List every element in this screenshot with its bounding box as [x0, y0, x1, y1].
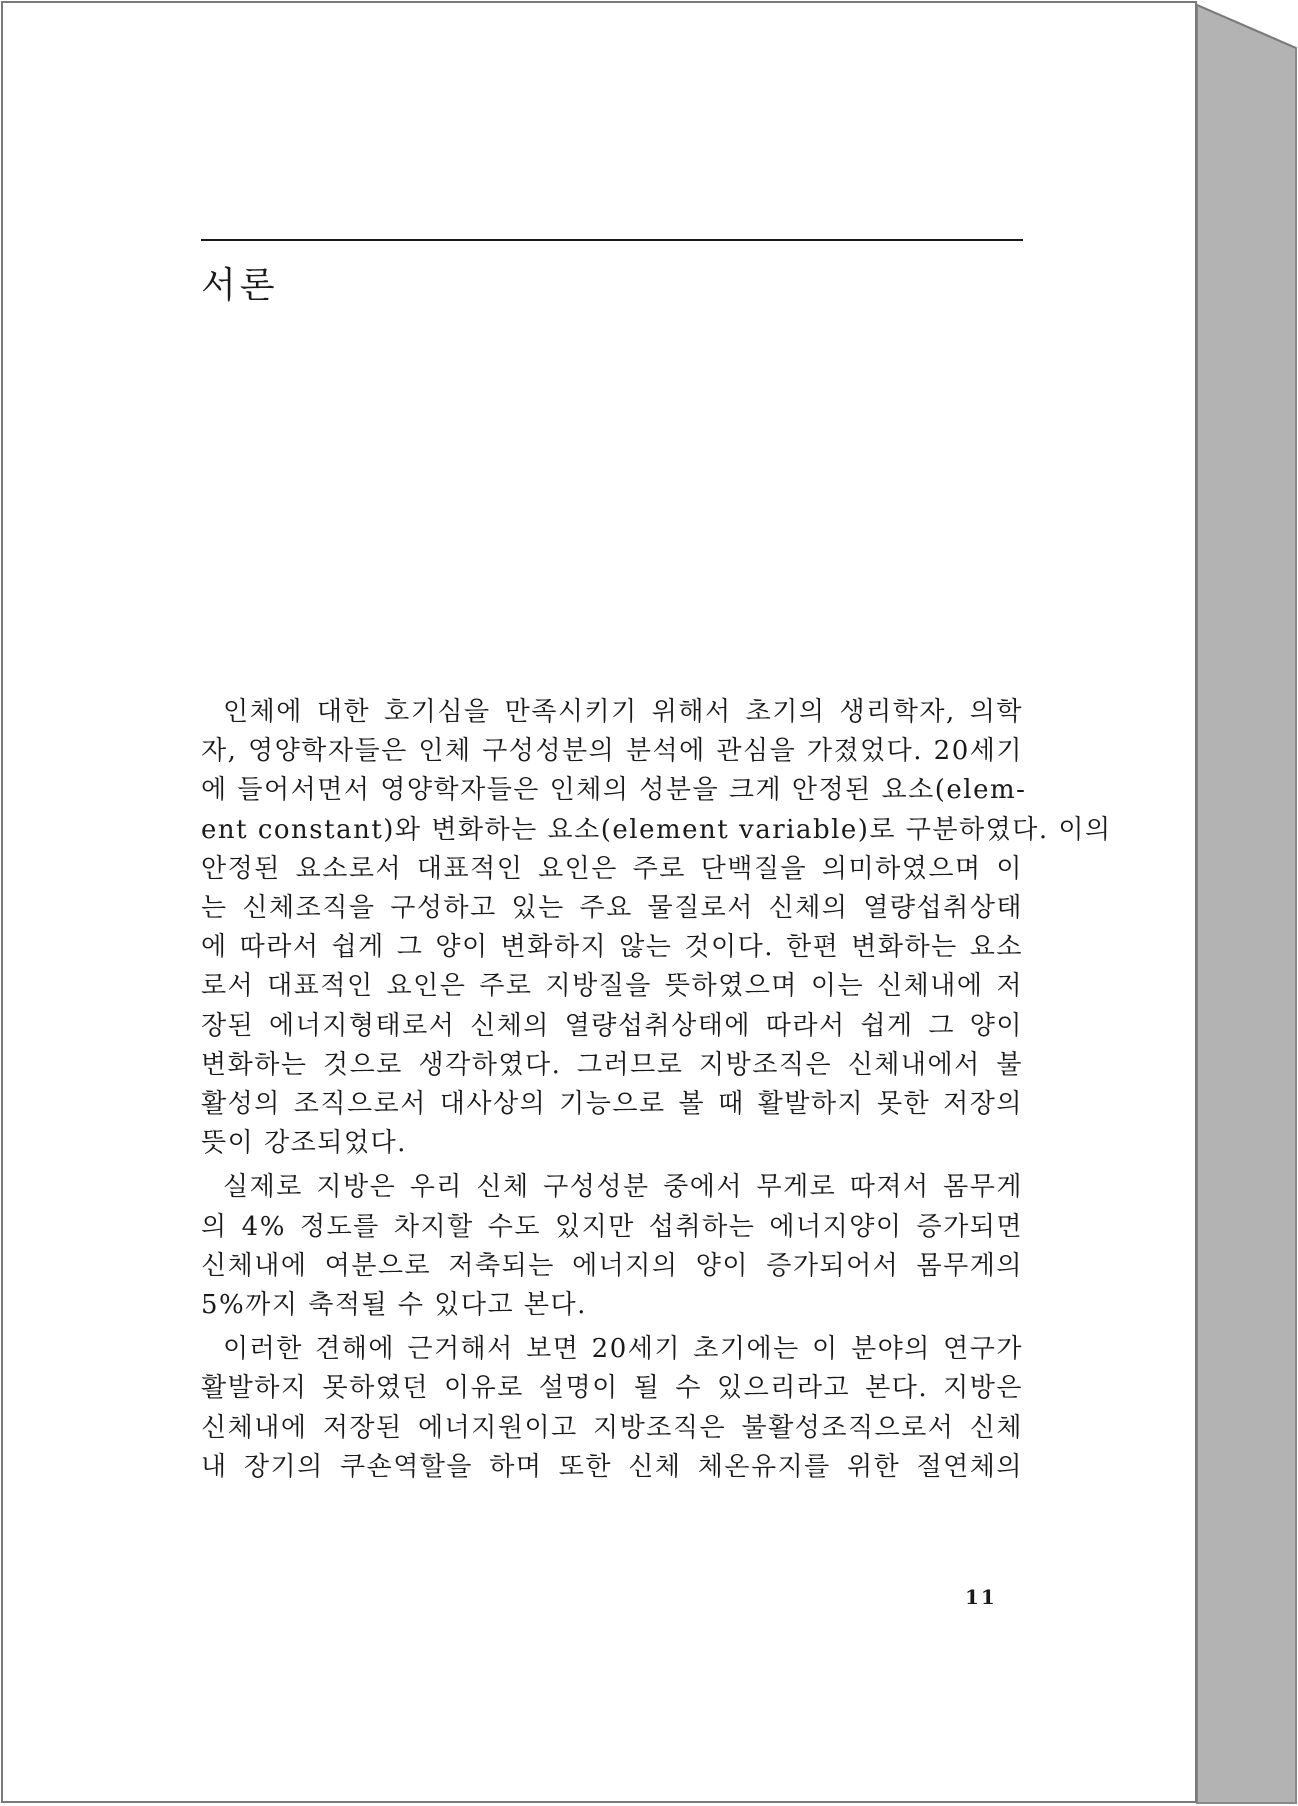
- text-line: 신체내에 여분으로 저축되는 에너지의 양이 증가되어서 몸무게의: [201, 1250, 1023, 1281]
- text-line: 의 4% 정도를 차지할 수도 있지만 섭취하는 에너지양이 증가되면: [201, 1211, 1023, 1242]
- paragraph-1: [201, 693, 1112, 1163]
- text-line: 5%까지 축적될 수 있다고 본다.: [201, 1290, 587, 1321]
- text-line: 뜻이 강조되었다.: [201, 1128, 407, 1159]
- text-line: 는 신체조직을 구성하고 있는 주요 물질로서 신체의 열량섭취상태: [201, 893, 1023, 924]
- paragraph-3: [201, 1330, 1023, 1487]
- text-line: 장된 에너지형태로서 신체의 열량섭취상태에 따라서 쉽게 그 양이: [201, 1010, 1023, 1041]
- text-line: 안정된 요소로서 대표적인 요인은 주로 단백질을 의미하였으며 이: [201, 853, 1023, 884]
- text-line: 실제로 지방은 우리 신체 구성성분 중에서 무게로 따져서 몸무게: [223, 1172, 1023, 1203]
- book-edge-face: [1197, 5, 1296, 1803]
- paragraph-2: [201, 1168, 1023, 1325]
- text-line: 에 들어서면서 영양학자들은 인체의 성분을 크게 안정된 요소(elem-: [201, 775, 1027, 806]
- chapter-heading-rule: [201, 239, 1023, 241]
- text-line: ent constant)와 변화하는 요소(element variable)로 구분하였다. 이의: [201, 814, 1112, 845]
- page-number: 11: [965, 1585, 997, 1609]
- text-line: 자, 영양학자들은 인체 구성성분의 분석에 관심을 가졌었다. 20세기: [201, 736, 1023, 767]
- text-line: 이러한 견해에 근거해서 보면 20세기 초기에는 이 분야의 연구가: [223, 1334, 1023, 1365]
- body-text: [201, 693, 1112, 1487]
- text-line: 에 따라서 쉽게 그 양이 변화하지 않는 것이다. 한편 변화하는 요소: [201, 932, 1023, 963]
- text-line: 활성의 조직으로서 대사상의 기능으로 볼 때 활발하지 못한 저장의: [201, 1089, 1023, 1120]
- chapter-heading: 서론: [201, 265, 279, 306]
- text-line: 내 장기의 쿠숀역할을 하며 또한 신체 체온유지를 위한 절연체의: [201, 1451, 1023, 1482]
- text-line: 로서 대표적인 요인은 주로 지방질을 뜻하였으며 이는 신체내에 저: [201, 971, 1023, 1002]
- text-line: 활발하지 못하였던 이유로 설명이 될 수 있으리라고 본다. 지방은: [201, 1373, 1023, 1404]
- text-line: 신체내에 저장된 에너지원이고 지방조직은 불활성조직으로서 신체: [201, 1412, 1023, 1443]
- text-line: 변화하는 것으로 생각하였다. 그러므로 지방조직은 신체내에서 불: [201, 1049, 1023, 1080]
- book-page: [1, 1, 1197, 1803]
- text-line: 인체에 대한 호기심을 만족시키기 위해서 초기의 생리학자, 의학: [223, 697, 1023, 727]
